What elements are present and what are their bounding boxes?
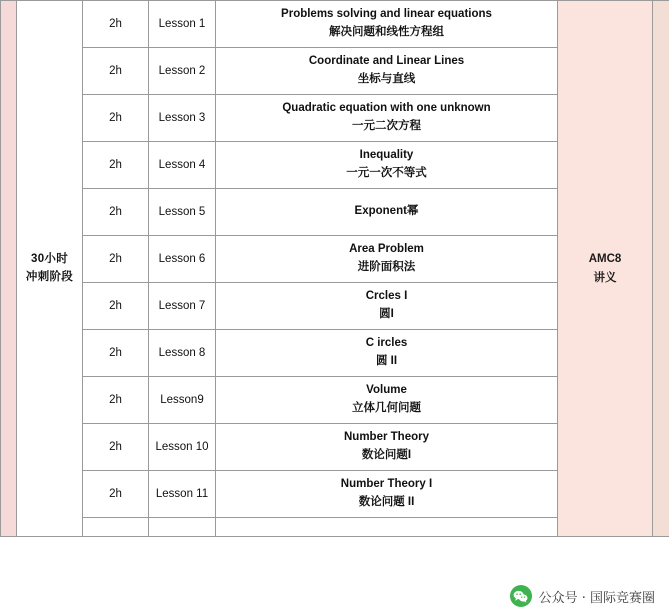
lesson-cell: Lesson 10 — [149, 424, 216, 471]
topic-english: Volume — [366, 384, 407, 397]
hours-cell: 2h — [83, 189, 149, 236]
topic-english: Number Theory — [344, 431, 429, 444]
hours-cell: 2h — [83, 236, 149, 283]
topic-chinese: 进阶面积法 — [357, 261, 416, 273]
topic-chinese: 数论问题 II — [358, 496, 415, 508]
lesson-cell: Lesson 3 — [149, 95, 216, 142]
topic-chinese: 一元二次方程 — [352, 120, 421, 132]
hours-cell — [83, 518, 149, 537]
topic-chinese: 圆I — [379, 308, 394, 320]
topic-cell — [216, 471, 558, 518]
stage-label-line1: 30小时 — [31, 252, 68, 265]
topic-cell — [216, 48, 558, 95]
hours-cell: 2h — [83, 142, 149, 189]
table-body — [1, 1, 669, 537]
topic-cell — [216, 95, 558, 142]
topic-chinese: 解决问题和线性方程组 — [329, 26, 444, 38]
lesson-cell: Lesson 1 — [149, 1, 216, 48]
topic-cell — [216, 1, 558, 48]
lesson-cell: Lesson 5 — [149, 189, 216, 236]
wechat-icon — [510, 585, 532, 607]
hours-cell: 2h — [83, 330, 149, 377]
lesson-cell: Lesson 11 — [149, 471, 216, 518]
hours-cell: 2h — [83, 424, 149, 471]
lesson-cell — [149, 518, 216, 537]
lesson-cell: Lesson 8 — [149, 330, 216, 377]
watermark — [504, 582, 661, 610]
material-label-line1: AMC8 — [588, 253, 622, 266]
topic-cell — [216, 189, 558, 236]
hours-cell: 2h — [83, 1, 149, 48]
topic-english: Coordinate and Linear Lines — [308, 55, 465, 68]
topic-chinese: 圆 II — [375, 355, 398, 367]
topic-english: Exponent幂 — [354, 205, 419, 218]
topic-english: Number Theory I — [340, 478, 433, 491]
lesson-cell: Lesson 7 — [149, 283, 216, 330]
hours-cell: 2h — [83, 471, 149, 518]
topic-cell — [216, 236, 558, 283]
hours-cell: 2h — [83, 95, 149, 142]
topic-cell — [216, 142, 558, 189]
topic-english: Area Problem — [349, 243, 424, 256]
hours-cell: 2h — [83, 48, 149, 95]
topic-cell — [216, 330, 558, 377]
topic-english: Problems solving and linear equations — [281, 8, 492, 21]
topic-english: Quadratic equation with one unknown — [282, 102, 491, 115]
topic-english: C ircles — [365, 337, 408, 350]
right-color-strip — [653, 1, 669, 537]
stage-label-line2: 冲刺阶段 — [25, 270, 74, 283]
topic-english: Crcles I — [365, 290, 408, 303]
topic-chinese: 坐标与直线 — [357, 73, 416, 85]
topic-cell — [216, 377, 558, 424]
topic-cell — [216, 424, 558, 471]
topic-chinese: 一元一次不等式 — [346, 167, 427, 179]
material-cell — [558, 1, 653, 537]
stage-cell — [17, 1, 83, 537]
material-label-line2: 讲义 — [593, 271, 617, 284]
left-color-strip — [1, 1, 17, 537]
topic-chinese: 数论问题I — [361, 449, 412, 461]
watermark-text: 公众号 · 国际竞赛圈 — [538, 590, 655, 606]
topic-cell — [216, 283, 558, 330]
topic-english: Inequality — [359, 149, 414, 162]
lesson-cell: Lesson 2 — [149, 48, 216, 95]
hours-cell: 2h — [83, 377, 149, 424]
hours-cell: 2h — [83, 283, 149, 330]
topic-cell — [216, 518, 558, 537]
topic-chinese: 立体几何问题 — [352, 402, 421, 414]
lesson-cell: Lesson9 — [149, 377, 216, 424]
lesson-cell: Lesson 6 — [149, 236, 216, 283]
table-row — [1, 1, 669, 48]
lesson-cell: Lesson 4 — [149, 142, 216, 189]
